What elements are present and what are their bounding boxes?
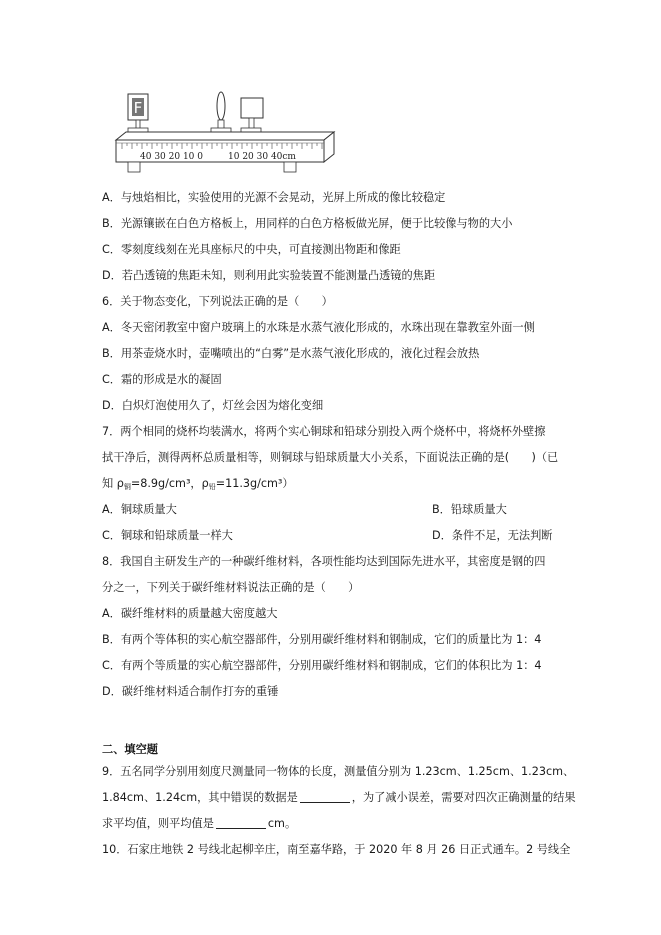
q7-stem-line1: 7．两个相同的烧杯均装满水，将两个实心铜球和铅球分别投入两个烧杯中，将烧杯外壁擦 xyxy=(102,425,546,438)
q8-option-b: B．有两个等体积的实心航空器部件，分别用碳纤维材料和钢制成，它们的质量比为 1：4 xyxy=(102,633,542,646)
q8-stem-line1: 8．我国自主研发生产的一种碳纤维材料，各项性能均达到国际先进水平，其密度是钢的四 xyxy=(102,555,546,568)
q5-option-d: D．若凸透镜的焦距未知，则利用此实验装置不能测量凸透镜的焦距 xyxy=(102,269,436,282)
q6-option-d: D．白炽灯泡使用久了，灯丝会因为熔化变细 xyxy=(102,399,324,412)
q5-option-a: A．与烛焰相比，实验使用的光源不会晃动，光屏上所成的像比较稳定 xyxy=(102,191,446,204)
q5-option-b: B．光源镶嵌在白色方格板上，用同样的白色方格板做光屏，便于比较像与物的大小 xyxy=(102,217,513,230)
sub-copper: 铜 xyxy=(123,483,131,491)
q8-option-a: A．碳纤维材料的质量越大密度越大 xyxy=(102,607,278,620)
q6-option-b: B．用茶壶烧水时，壶嘴喷出的“白雾”是水蒸气液化形成的，液化过程会放热 xyxy=(102,347,480,360)
q9-line2: 1.84cm、1.24cm，其中错误的数据是 ，为了减小误差，需要对四次正确测量的结果 xyxy=(102,791,576,804)
screen-letter: F xyxy=(133,99,143,117)
q6-option-c: C．霜的形成是水的凝固 xyxy=(102,373,222,386)
q7-option-c: C．铜球和铅球质量一样大 xyxy=(102,529,233,542)
answer-blank xyxy=(300,791,350,803)
sub-lead: 铅 xyxy=(208,483,216,491)
q8-stem-line2: 分之一，下列关于碳纤维材料说法正确的是（ ） xyxy=(102,581,360,594)
q6-stem: 6．关于物态变化，下列说法正确的是（ ） xyxy=(102,295,333,308)
scale-left-labels: 40 30 20 10 0 xyxy=(140,152,203,162)
optical-bench-figure xyxy=(108,88,338,180)
scale-right-labels: 10 20 30 40cm xyxy=(228,152,296,162)
q7-option-a: A．铜球质量大 xyxy=(102,503,177,516)
q7-option-b: B．铅球质量大 xyxy=(432,503,507,516)
q7-option-d: D．条件不足，无法判断 xyxy=(432,529,553,542)
q7-options-row1 xyxy=(102,502,572,517)
q8-option-d: D．碳纤维材料适合制作打夯的重锤 xyxy=(102,685,279,698)
q7-stem-line3: 知 $\rho_铜=8.9g$/cm³，$\rho_铅=11.3g/cm^3$） xyxy=(102,477,294,491)
scale-ticks xyxy=(122,143,322,149)
q8-option-c: C．有两个等质量的实心航空器部件，分别用碳纤维材料和钢制成，它们的体积比为 1：4 xyxy=(102,659,542,672)
answer-blank xyxy=(216,817,266,829)
section-heading-fill-in: 二、填空题 xyxy=(102,743,158,756)
q7-options-row2 xyxy=(102,528,572,543)
q10-line1: 10．石家庄地铁 2 号线北起柳辛庄，南至嘉华路，于 2020 年 8 月 26 日正式通车。2 号线全 xyxy=(102,843,571,856)
q9-line3: 求平均值，则平均值是 cm。 xyxy=(102,817,297,830)
q5-option-c: C．零刻度线刻在光具座标尺的中央，可直接测出物距和像距 xyxy=(102,243,401,256)
q7-stem-line2: 拭干净后，测得两杯总质量相等，则铜球与铅球质量大小关系，下面说法正确的是( )（已 xyxy=(102,451,559,464)
q6-option-a: A．冬天密闭教室中窗户玻璃上的水珠是水蒸气液化形成的，水珠出现在靠教室外面一侧 xyxy=(102,321,535,334)
q9-line1: 9．五名同学分别用刻度尺测量同一物体的长度，测量值分别为 1.23cm、1.25cm、1.23cm、 xyxy=(102,765,575,778)
